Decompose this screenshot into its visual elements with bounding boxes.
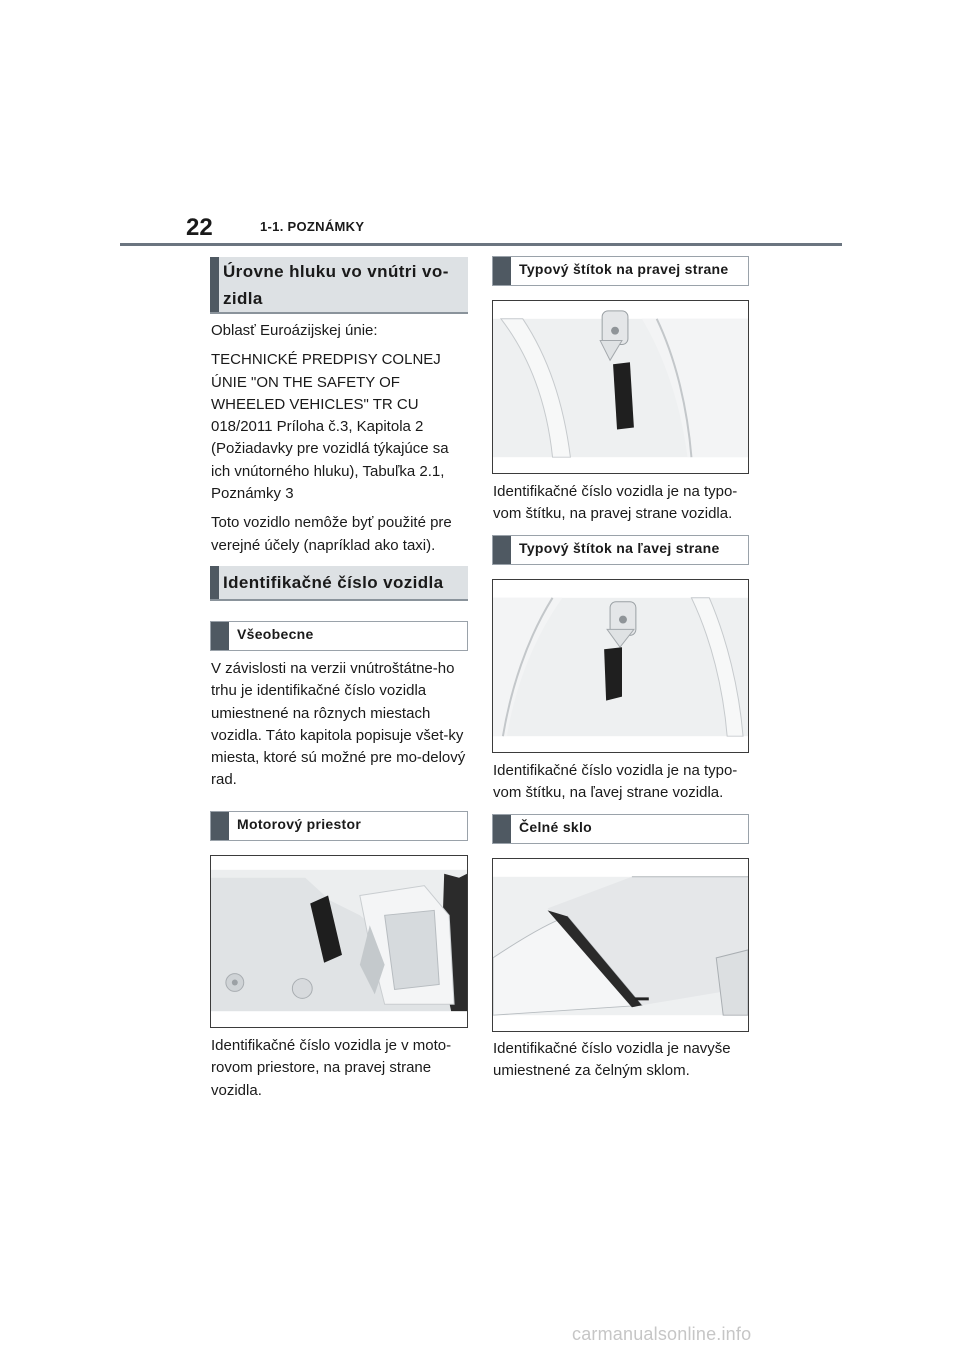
subheading-bar (211, 812, 229, 840)
watermark: carmanualsonline.info (572, 1324, 752, 1344)
heading-bar (210, 257, 219, 312)
subheading-windshield-text: Čelné sklo (519, 819, 593, 835)
subheading-bar (493, 815, 511, 843)
header-divider (120, 243, 842, 246)
engine-caption: Identifikačné číslo vozidla je v moto-rovom priestore, na pravej strane vozidla. (211, 1037, 452, 1099)
engine-compartment-image (210, 855, 468, 1028)
windshield-image (492, 858, 749, 1032)
section-title: 1-1. POZNÁMKY (260, 219, 365, 234)
noise-text (211, 320, 469, 564)
windshield-caption: Identifikačné číslo vozidla je navyše umiestnené za čelným sklom. (493, 1040, 731, 1080)
general-text: V závislosti na verzii vnútroštátne-ho trhu je identifikačné číslo vozidla umiestnené na rôznych miestach vozidla. Táto kapitola popisuje všet-ky miesta, ktoré sú možné pre mo-delový rad. (211, 660, 466, 789)
heading-interior-noise-line1: Úrovne hluku vo vnútri vo- (223, 262, 449, 281)
subheading-right-plate-text: Typový štítok na pravej strane (519, 261, 729, 277)
subheading-right-plate (492, 256, 749, 286)
page-number: 22 (186, 214, 213, 241)
subheading-engine-text: Motorový priestor (237, 816, 362, 832)
subheading-general-text: Všeobecne (237, 626, 314, 642)
paragraph: TECHNICKÉ PREDPISY COLNEJ ÚNIE "ON THE SAFETY OF WHEELED VEHICLES" TR CU 018/2011 Príloha č.3, Kapitola 2 (Požiadavky pre vozidlá týkajúce sa ich vnútorného hluku), Tabuľka 2.1, Poznámky 3 (211, 351, 449, 503)
subheading-engine (210, 811, 468, 841)
subheading-windshield (492, 814, 749, 844)
right-plate-caption: Identifikačné číslo vozidla je na typo-vom štítku, na pravej strane vozidla. (493, 483, 738, 523)
heading-interior-noise (210, 257, 468, 314)
subheading-left-plate (492, 535, 749, 565)
paragraph: Toto vozidlo nemôže byť použité pre verejné účely (napríklad ako taxi). (211, 514, 452, 554)
subheading-bar (493, 536, 511, 564)
heading-vin-text: Identifikačné číslo vozidla (223, 573, 444, 592)
right-plate-image (492, 300, 749, 474)
subheading-bar (211, 622, 229, 650)
heading-vin (210, 566, 468, 601)
heading-interior-noise-line2: zidla (223, 289, 263, 308)
left-plate-image (492, 579, 749, 753)
heading-bar (210, 566, 219, 599)
left-plate-caption: Identifikačné číslo vozidla je na typo-vom štítku, na ľavej strane vozidla. (493, 762, 738, 802)
subheading-general (210, 621, 468, 651)
subheading-bar (493, 257, 511, 285)
subheading-left-plate-text: Typový štítok na ľavej strane (519, 540, 720, 556)
paragraph: Oblasť Euroázijskej únie: (211, 322, 378, 339)
